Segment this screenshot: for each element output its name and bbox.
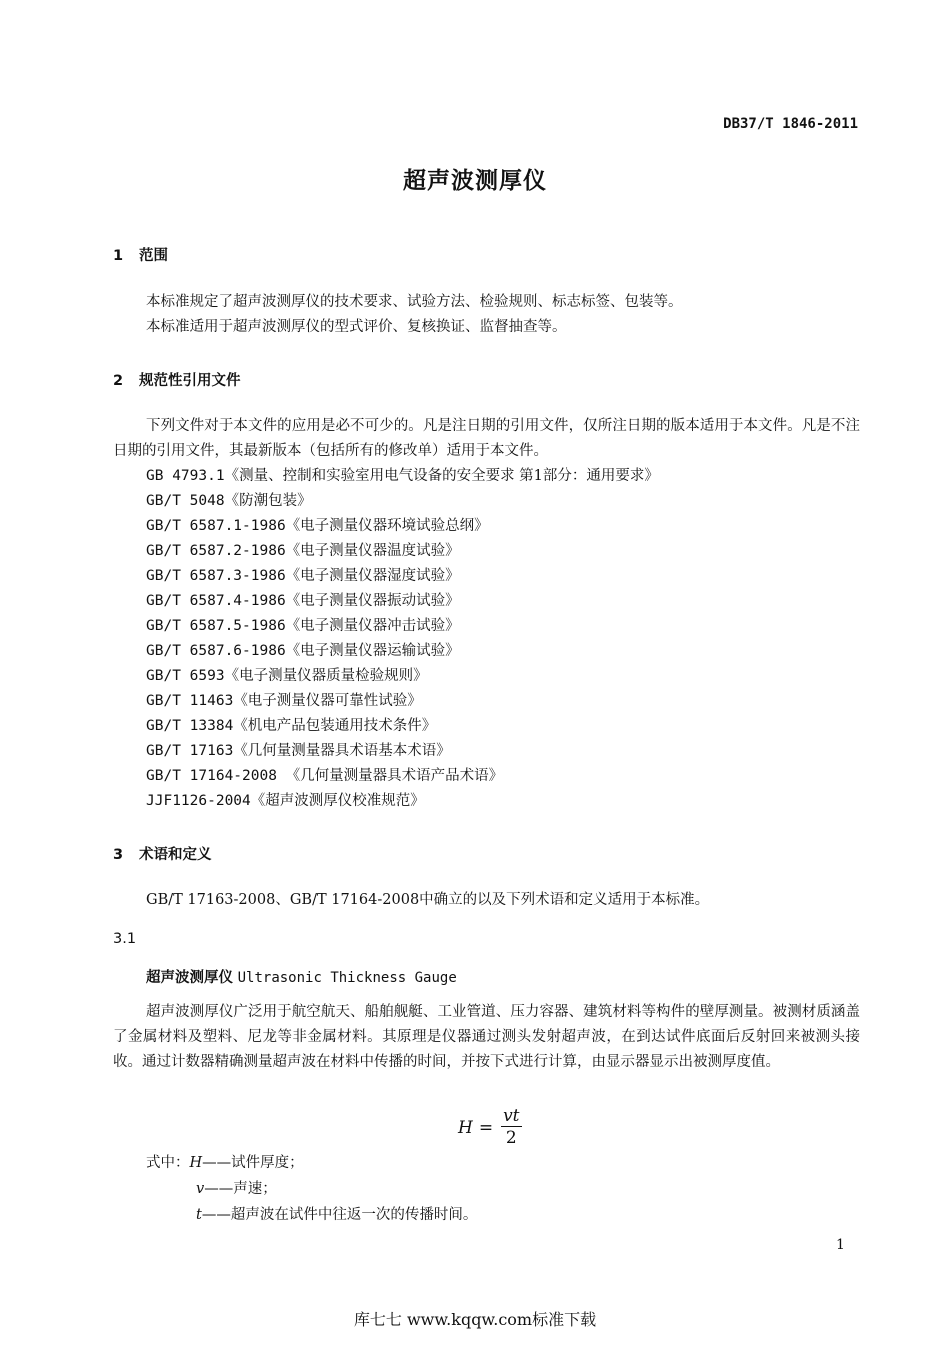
section-2-heading <box>113 369 241 390</box>
reference-code: GB/T 6587.5-1986 <box>146 618 286 634</box>
reference-code: GB/T 6593 <box>146 668 225 684</box>
variable-line <box>196 1177 277 1198</box>
reference-item <box>146 739 659 764</box>
reference-name: 《测量、控制和实验室用电气设备的安全要求 第1部分：通用要求》 <box>224 468 659 484</box>
section-2-title: 规范性引用文件 <box>139 373 241 389</box>
reference-code: GB/T 6587.6-1986 <box>146 643 286 659</box>
formula-fraction <box>501 1106 521 1149</box>
document-number: DB37/T 1846-2011 <box>723 116 858 132</box>
page-number: 1 <box>836 1237 845 1253</box>
reference-item <box>146 689 659 714</box>
variable-line <box>146 1151 304 1172</box>
footer-watermark: 库七七 www.kqqw.com标准下载 <box>353 1310 597 1329</box>
reference-item <box>146 764 659 789</box>
formula-equals: = <box>478 1117 494 1138</box>
reference-code: GB 4793.1 <box>146 468 225 484</box>
variable-symbol: t <box>196 1207 202 1223</box>
variable-line <box>196 1203 477 1224</box>
reference-name: 《机电产品包装通用技术条件》 <box>233 718 437 734</box>
reference-code: GB/T 5048 <box>146 493 225 509</box>
reference-code: GB/T 6587.1-1986 <box>146 518 286 534</box>
section-2-number: 2 <box>113 373 124 389</box>
reference-name: 《电子测量仪器湿度试验》 <box>285 568 460 584</box>
reference-item <box>146 664 659 689</box>
section-3-number: 3 <box>113 847 124 863</box>
thickness-formula <box>458 1106 522 1149</box>
reference-item <box>146 514 659 539</box>
section-1-paragraph: 本标准适用于超声波测厚仪的型式评价、复核换证、监督抽查等。 <box>146 319 567 335</box>
variable-description: ——试件厚度； <box>202 1155 304 1171</box>
reference-name: 《防潮包装》 <box>224 493 312 509</box>
reference-code: GB/T 6587.2-1986 <box>146 543 286 559</box>
variable-symbol: H <box>189 1155 203 1171</box>
reference-item <box>146 589 659 614</box>
reference-item <box>146 489 659 514</box>
reference-name: 《电子测量仪器振动试验》 <box>285 593 460 609</box>
reference-name: 《电子测量仪器温度试验》 <box>285 543 460 559</box>
reference-code: GB/T 17164-2008 <box>146 768 286 784</box>
reference-name: 《几何量测量器具术语基本术语》 <box>233 743 451 759</box>
variable-description: ——超声波在试件中往返一次的传播时间。 <box>201 1207 478 1223</box>
reference-item <box>146 639 659 664</box>
term-english: Ultrasonic Thickness Gauge <box>237 970 457 986</box>
section-1-paragraph: 本标准规定了超声波测厚仪的技术要求、试验方法、检验规则、标志标签、包装等。 <box>146 294 683 310</box>
where-label: 式中： <box>146 1155 190 1171</box>
term-definition: 超声波测厚仪广泛用于航空航天、船舶舰艇、工业管道、压力容器、建筑材料等构件的壁厚测量。被测材质涵盖了金属材料及塑料、尼龙等非金属材料。其原理是仪器通过测头发射超声波，在到达试件底面后反射回来被测头接收。通过计数器精确测量超声波在材料中传播的时间，并按下式进行计算，由显示器显示出被测厚度值。 <box>113 1004 860 1070</box>
reference-name: 《电子测量仪器冲击试验》 <box>285 618 460 634</box>
reference-code: GB/T 11463 <box>146 693 234 709</box>
variable-symbol: v <box>196 1181 205 1197</box>
reference-name: 《电子测量仪器环境试验总纲》 <box>285 518 489 534</box>
reference-list <box>146 464 659 814</box>
reference-name: 《电子测量仪器质量检验规则》 <box>224 668 428 684</box>
formula-numerator: vt <box>503 1106 520 1126</box>
section-1-title: 范围 <box>139 248 168 264</box>
reference-item <box>146 614 659 639</box>
section-1-number: 1 <box>113 248 124 264</box>
section-2-intro: 下列文件对于本文件的应用是必不可少的。凡是注日期的引用文件，仅所注日期的版本适用于本文件。凡是不注日期的引用文件，其最新版本（包括所有的修改单）适用于本文件。 <box>113 418 860 459</box>
reference-code: GB/T 6587.3-1986 <box>146 568 286 584</box>
term-line <box>146 966 457 987</box>
formula-denominator: 2 <box>505 1128 517 1148</box>
reference-item <box>146 714 659 739</box>
section-1-heading <box>113 244 168 265</box>
page-title: 超声波测厚仪 <box>403 168 547 194</box>
subsection-number: 3.1 <box>113 931 137 947</box>
reference-code: JJF1126-2004 <box>146 793 251 809</box>
reference-name: 《超声波测厚仪校准规范》 <box>250 793 425 809</box>
reference-item <box>146 564 659 589</box>
reference-item <box>146 464 659 489</box>
reference-name: 《几何量测量器具术语产品术语》 <box>285 768 504 784</box>
reference-code: GB/T 17163 <box>146 743 234 759</box>
term-chinese: 超声波测厚仪 <box>146 970 233 986</box>
section-3-title: 术语和定义 <box>139 847 212 863</box>
reference-name: 《电子测量仪器可靠性试验》 <box>233 693 422 709</box>
section-3-heading <box>113 843 212 864</box>
reference-item <box>146 539 659 564</box>
reference-name: 《电子测量仪器运输试验》 <box>285 643 460 659</box>
reference-code: GB/T 6587.4-1986 <box>146 593 286 609</box>
section-3-intro: GB/T 17163-2008、GB/T 17164-2008中确立的以及下列术语和定义适用于本标准。 <box>146 892 710 908</box>
variable-description: ——声速； <box>204 1181 277 1197</box>
formula-lhs: H <box>458 1117 473 1138</box>
reference-code: GB/T 13384 <box>146 718 234 734</box>
reference-item <box>146 789 659 814</box>
